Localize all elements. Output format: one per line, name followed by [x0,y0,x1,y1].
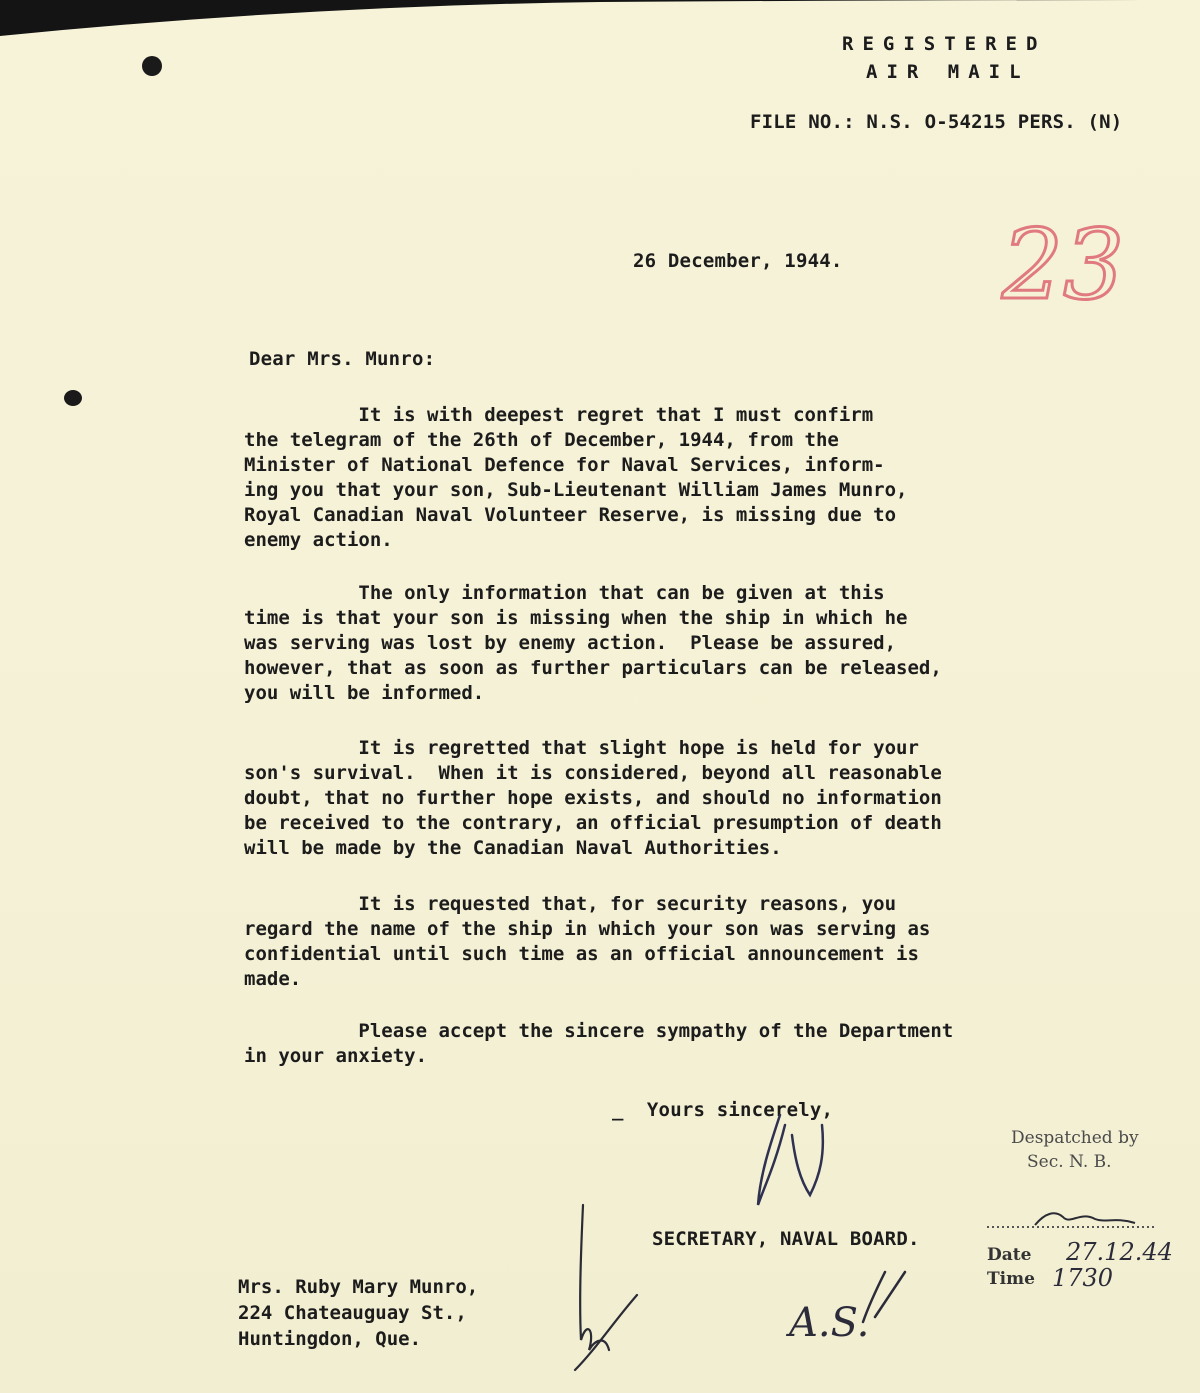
address-line: Mrs. Ruby Mary Munro, [238,1276,479,1298]
svg-text:23: 23 [1002,212,1125,307]
letter-date: 26 December, 1944. [633,250,843,272]
paragraph-line: made. [244,968,302,990]
stamp-date-label: Date [987,1245,1032,1265]
paragraph-line: Please accept the sincere sympathy of the Department [244,1020,954,1042]
air-mail-heading: AIR MAIL [866,61,1030,83]
paragraph-line: regard the name of the ship in which your son was serving as [244,918,931,940]
paragraph-line: ing you that your son, Sub-Lieutenant William James Munro, [244,479,908,501]
file-number: FILE NO.: N.S. O-54215 PERS. (N) [750,111,1123,133]
red-annotation-number [1000,212,1150,307]
closing: _ Yours sincerely, [612,1099,834,1121]
paragraph-line: son's survival. When it is considered, beyond all reasonable [244,762,942,784]
paragraph-4 [244,892,1064,992]
paragraph-line: be received to the contrary, an official presumption of death [244,812,942,834]
registered-heading: REGISTERED [842,33,1047,55]
paragraph-2 [244,581,1064,706]
despatch-stamp-line2: Sec. N. B. [1027,1152,1112,1172]
svg-text:A.S.: A.S. [789,1300,870,1346]
punch-hole-top [142,56,162,76]
recipient-address [238,1274,478,1352]
initials-vertical-signature [565,1200,645,1375]
despatch-stamp-line1: Despatched by [1011,1128,1139,1148]
address-line: Huntingdon, Que. [238,1328,422,1350]
handwritten-initials [785,1262,915,1357]
address-line: 224 Chateauguay St., [238,1302,467,1324]
paragraph-line: Royal Canadian Naval Volunteer Reserve, is missing due to [244,504,897,526]
stamp-time-label: Time [987,1269,1035,1289]
salutation: Dear Mrs. Munro: [249,348,436,370]
paragraph-1 [244,403,1064,553]
paragraph-line: you will be informed. [244,682,485,704]
paragraph-line: enemy action. [244,529,393,551]
paragraph-line: confidential until such time as an official announcement is [244,943,919,965]
signature-scribble [740,1105,850,1225]
stamp-date-value: 27.12.44 [1066,1238,1173,1266]
paragraph-line: It is requested that, for security reasons, you [244,893,897,915]
stamp-dotted-signature [985,1205,1160,1235]
punch-hole-middle [64,390,82,406]
stamp-time-value: 1730 [1052,1264,1114,1292]
paragraph-line: Minister of National Defence for Naval Services, inform- [244,454,885,476]
paragraph-line: It is with deepest regret that I must confirm [244,404,874,426]
paragraph-line: doubt, that no further hope exists, and should no information [244,787,942,809]
paragraph-line: time is that your son is missing when the ship in which he [244,607,908,629]
paragraph-line: was serving was lost by enemy action. Please be assured, [244,632,897,654]
paragraph-line: The only information that can be given at this [244,582,885,604]
paragraph-3 [244,736,1064,861]
paragraph-line: the telegram of the 26th of December, 1944, from the [244,429,839,451]
paragraph-line: in your anxiety. [244,1045,428,1067]
signer-title: SECRETARY, NAVAL BOARD. [652,1228,920,1250]
paragraph-5 [244,1019,1064,1069]
paragraph-line: It is regretted that slight hope is held for your [244,737,919,759]
paragraph-line: however, that as soon as further particulars can be released, [244,657,942,679]
paragraph-line: will be made by the Canadian Naval Authorities. [244,837,782,859]
